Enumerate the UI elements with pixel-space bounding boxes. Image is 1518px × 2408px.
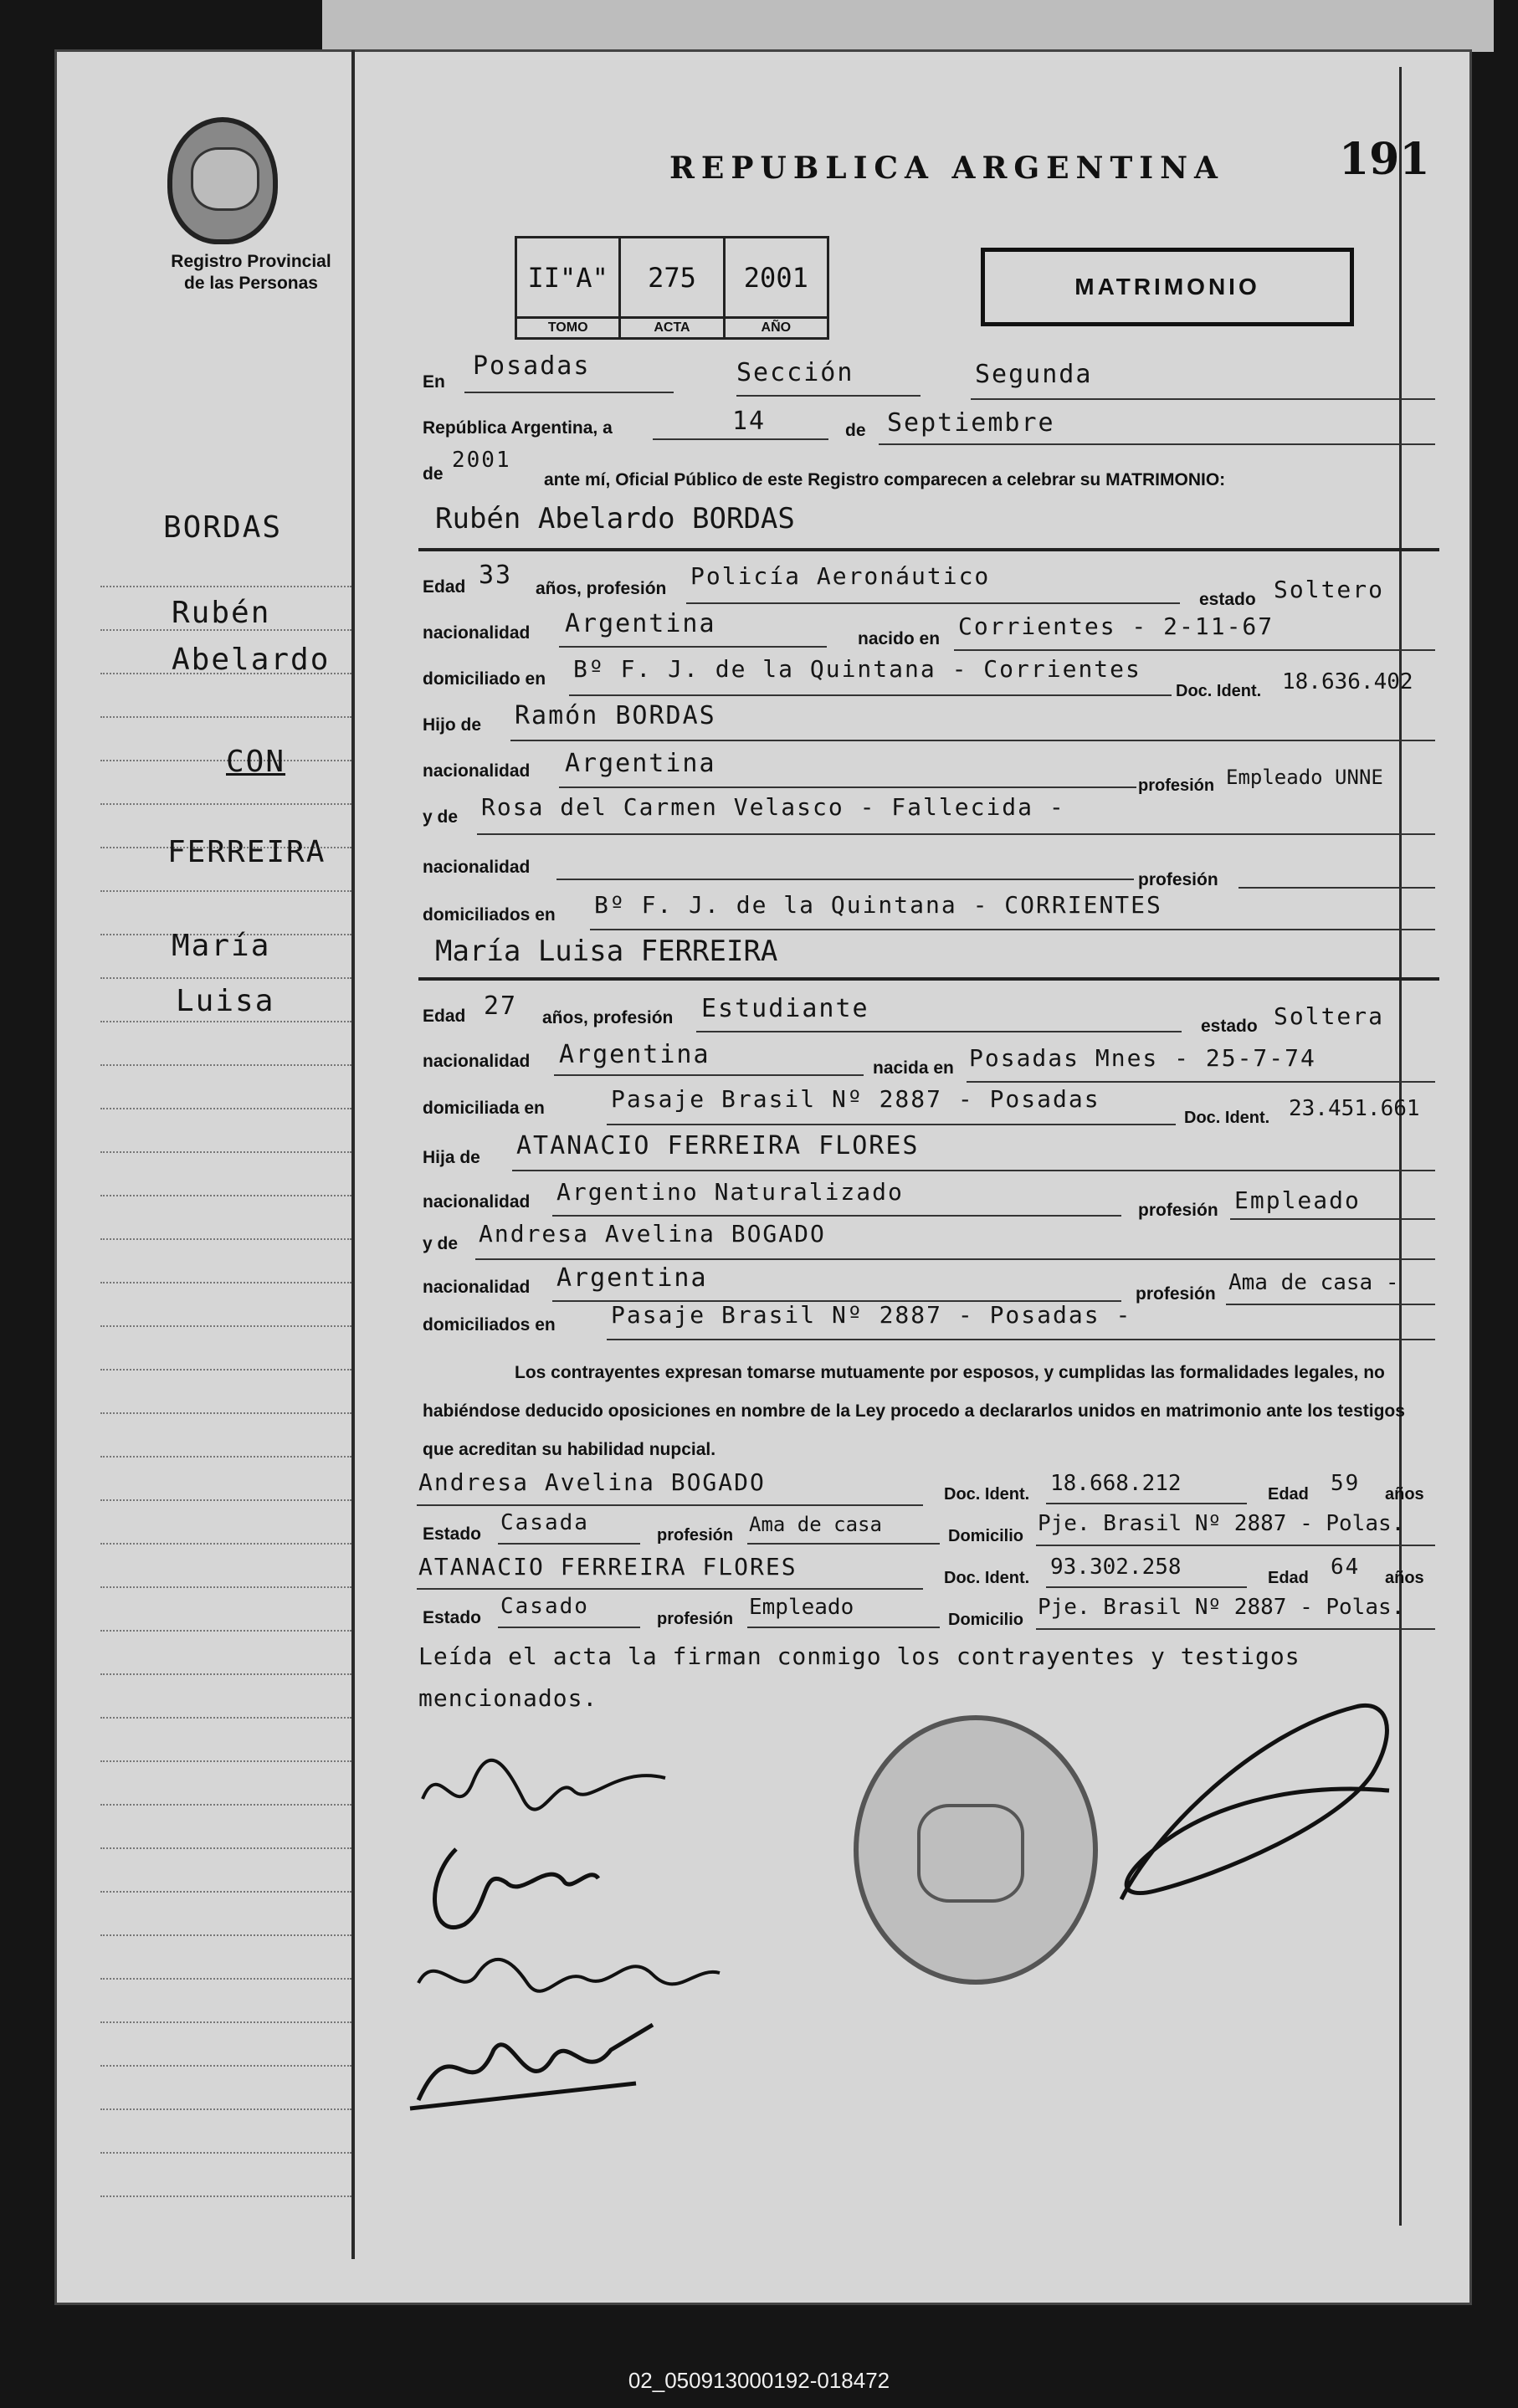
registry-seal-icon (167, 117, 278, 244)
c1-estado: Soltero (1274, 576, 1385, 603)
t1-doc: 18.668.212 (1050, 1471, 1182, 1496)
label-nacionalidad: nacionalidad (423, 623, 531, 643)
label-yde2: y de (423, 1234, 459, 1253)
label-profesion-p2: profesión (1138, 1201, 1218, 1220)
label-estado: estado (1199, 590, 1256, 609)
margin-surname1: BORDAS (163, 510, 283, 545)
label-hija: Hija de (423, 1148, 480, 1167)
label-nacionalidad2: nacionalidad (423, 1052, 531, 1071)
signature-3 (410, 1941, 728, 2008)
margin-name1a: Rubén (172, 596, 271, 630)
label-de: de (845, 421, 866, 440)
country-title: REPUBLICA ARGENTINA (669, 151, 1224, 186)
label-nacionalidad-p1: nacionalidad (423, 761, 531, 781)
anio-label: AÑO (726, 316, 827, 337)
margin-ruled-line (100, 1282, 351, 1283)
declaration-text: Los contrayentes expresan tomarse mutuamente por esposos, y cumplidas las formalidades legales, no habiéndose deducido oposiciones en nombre de la Ley procedo a declararlos unidos en matrimonio ante los testigos que acreditan su habilidad nupcial. (423, 1363, 1405, 1459)
margin-ruled-line (100, 2021, 351, 2023)
margin-ruled-line (100, 716, 351, 718)
label-doc-t2: Doc. Ident. (944, 1569, 1030, 1587)
c1-padre: Ramón BORDAS (515, 701, 716, 730)
label-anios-t2: años (1385, 1569, 1424, 1587)
anio: 2001 (452, 448, 511, 473)
margin-ruled-line (100, 586, 351, 587)
label-profesion-m2: profesión (1136, 1284, 1216, 1304)
label-anios-t1: años (1385, 1485, 1424, 1504)
margin-ruled-line (100, 977, 351, 979)
c2-estado: Soltera (1274, 1002, 1385, 1030)
margin-ruled-line (100, 1021, 351, 1022)
margin-ruled-line (100, 1891, 351, 1893)
margin-con: CON (226, 745, 286, 779)
c2-nacida: Posadas Mnes - 25-7-74 (969, 1044, 1316, 1072)
footer-id: 02_050913000192-018472 (628, 2368, 890, 2393)
c2-doc: 23.451.661 (1289, 1096, 1420, 1121)
label-anios-prof: años, profesión (536, 579, 667, 598)
label-ante: ante mí, Oficial Público de este Registro comparecen a celebrar su MATRIMONIO: (544, 470, 1226, 489)
label-nacionalidad-m2: nacionalidad (423, 1278, 531, 1297)
margin-ruled-line (100, 1978, 351, 1980)
label-nacido: nacido en (858, 629, 941, 648)
c2-nacionalidad: Argentina (559, 1040, 710, 1069)
label-yde: y de (423, 807, 459, 827)
c1-madre: Rosa del Carmen Velasco - Fallecida - (481, 793, 1065, 821)
tomo-value: II"A" (527, 262, 608, 294)
label-domiciliados2: domiciliados en (423, 1315, 556, 1335)
margin-ruled-line (100, 1325, 351, 1327)
margin-ruled-line (100, 1847, 351, 1849)
margin-ruled-line (100, 803, 351, 805)
tomo-label: TOMO (517, 316, 618, 337)
margin-rule (351, 50, 355, 2259)
label-nacionalidad-m1: nacionalidad (423, 858, 531, 877)
margin-ruled-line (100, 1195, 351, 1196)
t2-edad: 64 (1331, 1555, 1361, 1580)
page-number: 191 (1339, 134, 1430, 185)
label-hijo: Hijo de (423, 715, 482, 735)
label-edad2: Edad (423, 1007, 466, 1026)
signature-2 (423, 1832, 607, 1949)
t1-profesion: Ama de casa (749, 1513, 882, 1536)
label-doc-t1: Doc. Ident. (944, 1485, 1030, 1504)
label-domiciliado: domiciliado en (423, 669, 546, 689)
t1-edad: 59 (1331, 1471, 1361, 1496)
document-page (57, 52, 1469, 2303)
margin-ruled-line (100, 1717, 351, 1719)
margin-name2b: Luisa (176, 984, 275, 1018)
t2-doc: 93.302.258 (1050, 1555, 1182, 1580)
margin-ruled-line (100, 1543, 351, 1545)
label-doc2: Doc. Ident. (1184, 1109, 1270, 1127)
label-doc: Doc. Ident. (1176, 682, 1262, 700)
c1-padre-prof: Empleado UNNE (1226, 766, 1383, 789)
t1-nombre: Andresa Avelina BOGADO (418, 1468, 766, 1496)
c2-madre-nac: Argentina (556, 1263, 708, 1293)
margin-ruled-line (100, 1760, 351, 1762)
c1-nacionalidad: Argentina (565, 609, 716, 638)
label-profesion-t1: profesión (657, 1526, 734, 1545)
dia: 14 (732, 407, 767, 436)
closing-text: Leída el acta la firman conmigo los contrayentes y testigos mencionados. (418, 1642, 1300, 1712)
margin-ruled-line (100, 1934, 351, 1936)
margin-ruled-line (100, 1499, 351, 1501)
label-nacionalidad-p2: nacionalidad (423, 1192, 531, 1212)
label-de2: de (423, 464, 444, 484)
anio-value: 2001 (743, 262, 808, 294)
label-estado-t1: Estado (423, 1524, 482, 1544)
t2-estado: Casado (500, 1594, 589, 1619)
label-profesion-p1: profesión (1138, 776, 1215, 795)
margin-ruled-line (100, 1804, 351, 1806)
c2-madre-prof: Ama de casa - (1228, 1270, 1399, 1295)
margin-ruled-line (100, 1238, 351, 1240)
margin-name1b: Abelardo (172, 643, 331, 677)
margin-ruled-line (100, 2108, 351, 2110)
c2-nombre: María Luisa FERREIRA (435, 935, 778, 968)
label-profesion-m1: profesión (1138, 870, 1218, 889)
c1-padre-nac: Argentina (565, 749, 716, 778)
label-domicilio-t2: Domicilio (948, 1611, 1024, 1629)
t2-profesion: Empleado (749, 1595, 854, 1620)
margin-ruled-line (100, 1108, 351, 1109)
c1-domicilio-padres: Bº F. J. de la Quintana - CORRIENTES (594, 891, 1162, 919)
official-signature (1105, 1682, 1406, 1916)
margin-ruled-line (100, 890, 351, 892)
label-en: En (423, 372, 445, 392)
seccion-label: Sección (736, 358, 854, 387)
acta-value: 275 (648, 262, 696, 294)
margin-ruled-line (100, 1151, 351, 1153)
margin-ruled-line (100, 1412, 351, 1414)
label-domiciliados1: domiciliados en (423, 905, 556, 925)
c1-doc: 18.636.402 (1282, 669, 1413, 694)
c1-nombre: Rubén Abelardo BORDAS (435, 502, 795, 535)
label-estado-t2: Estado (423, 1608, 482, 1627)
page-edge (322, 0, 1494, 52)
label-domicilio-t1: Domicilio (948, 1527, 1024, 1545)
label-anios-prof2: años, profesión (542, 1008, 674, 1027)
c1-edad: 33 (479, 561, 513, 590)
t2-nombre: ATANACIO FERREIRA FLORES (418, 1553, 797, 1581)
signature-1 (414, 1740, 690, 1832)
record-box (515, 236, 829, 340)
margin-ruled-line (100, 1064, 351, 1066)
c1-domicilio: Bº F. J. de la Quintana - Corrientes (573, 655, 1141, 683)
c2-padre: ATANACIO FERREIRA FLORES (516, 1131, 920, 1160)
official-stamp-icon (854, 1715, 1098, 1985)
acta-label: ACTA (621, 316, 722, 337)
margin-ruled-line (100, 2152, 351, 2154)
label-edad-t2: Edad (1268, 1569, 1309, 1587)
label-profesion-t2: profesión (657, 1610, 734, 1628)
c2-profesion: Estudiante (701, 994, 869, 1023)
mes: Septiembre (887, 408, 1055, 438)
t1-domicilio: Pje. Brasil Nº 2887 - Polas. (1038, 1511, 1405, 1536)
c1-nacido: Corrientes - 2-11-67 (958, 612, 1274, 640)
t1-estado: Casada (500, 1510, 589, 1535)
c2-madre: Andresa Avelina BOGADO (479, 1220, 826, 1248)
label-edad-t1: Edad (1268, 1485, 1309, 1504)
c1-profesion: Policía Aeronáutico (690, 562, 991, 590)
margin-ruled-line (100, 1673, 351, 1675)
margin-ruled-line (100, 1369, 351, 1371)
label-nacida: nacida en (873, 1058, 954, 1078)
c2-padre-prof: Empleado (1234, 1186, 1361, 1214)
label-estado2: estado (1201, 1017, 1258, 1036)
c2-domicilio-padres: Pasaje Brasil Nº 2887 - Posadas - (611, 1301, 1132, 1329)
signature-4 (402, 2008, 669, 2125)
margin-ruled-line (100, 2195, 351, 2197)
margin-surname2: FERREIRA (167, 835, 326, 869)
margin-ruled-line (100, 2065, 351, 2067)
seccion: Segunda (975, 360, 1093, 389)
label-domiciliada: domiciliada en (423, 1099, 545, 1118)
margin-ruled-line (100, 1630, 351, 1632)
c2-edad: 27 (484, 991, 518, 1021)
label-edad: Edad (423, 577, 466, 597)
lugar: Posadas (473, 351, 591, 381)
t2-domicilio: Pje. Brasil Nº 2887 - Polas. (1038, 1595, 1405, 1620)
margin-ruled-line (100, 1456, 351, 1458)
c2-padre-nac: Argentino Naturalizado (556, 1178, 904, 1206)
margin-ruled-line (100, 1586, 351, 1588)
record-type: MATRIMONIO (981, 248, 1354, 326)
margin-name2a: María (172, 929, 271, 963)
label-republica: República Argentina, a (423, 418, 613, 438)
registry-name: Registro Provincial de las Personas (171, 252, 331, 293)
c2-domicilio: Pasaje Brasil Nº 2887 - Posadas (611, 1085, 1100, 1113)
